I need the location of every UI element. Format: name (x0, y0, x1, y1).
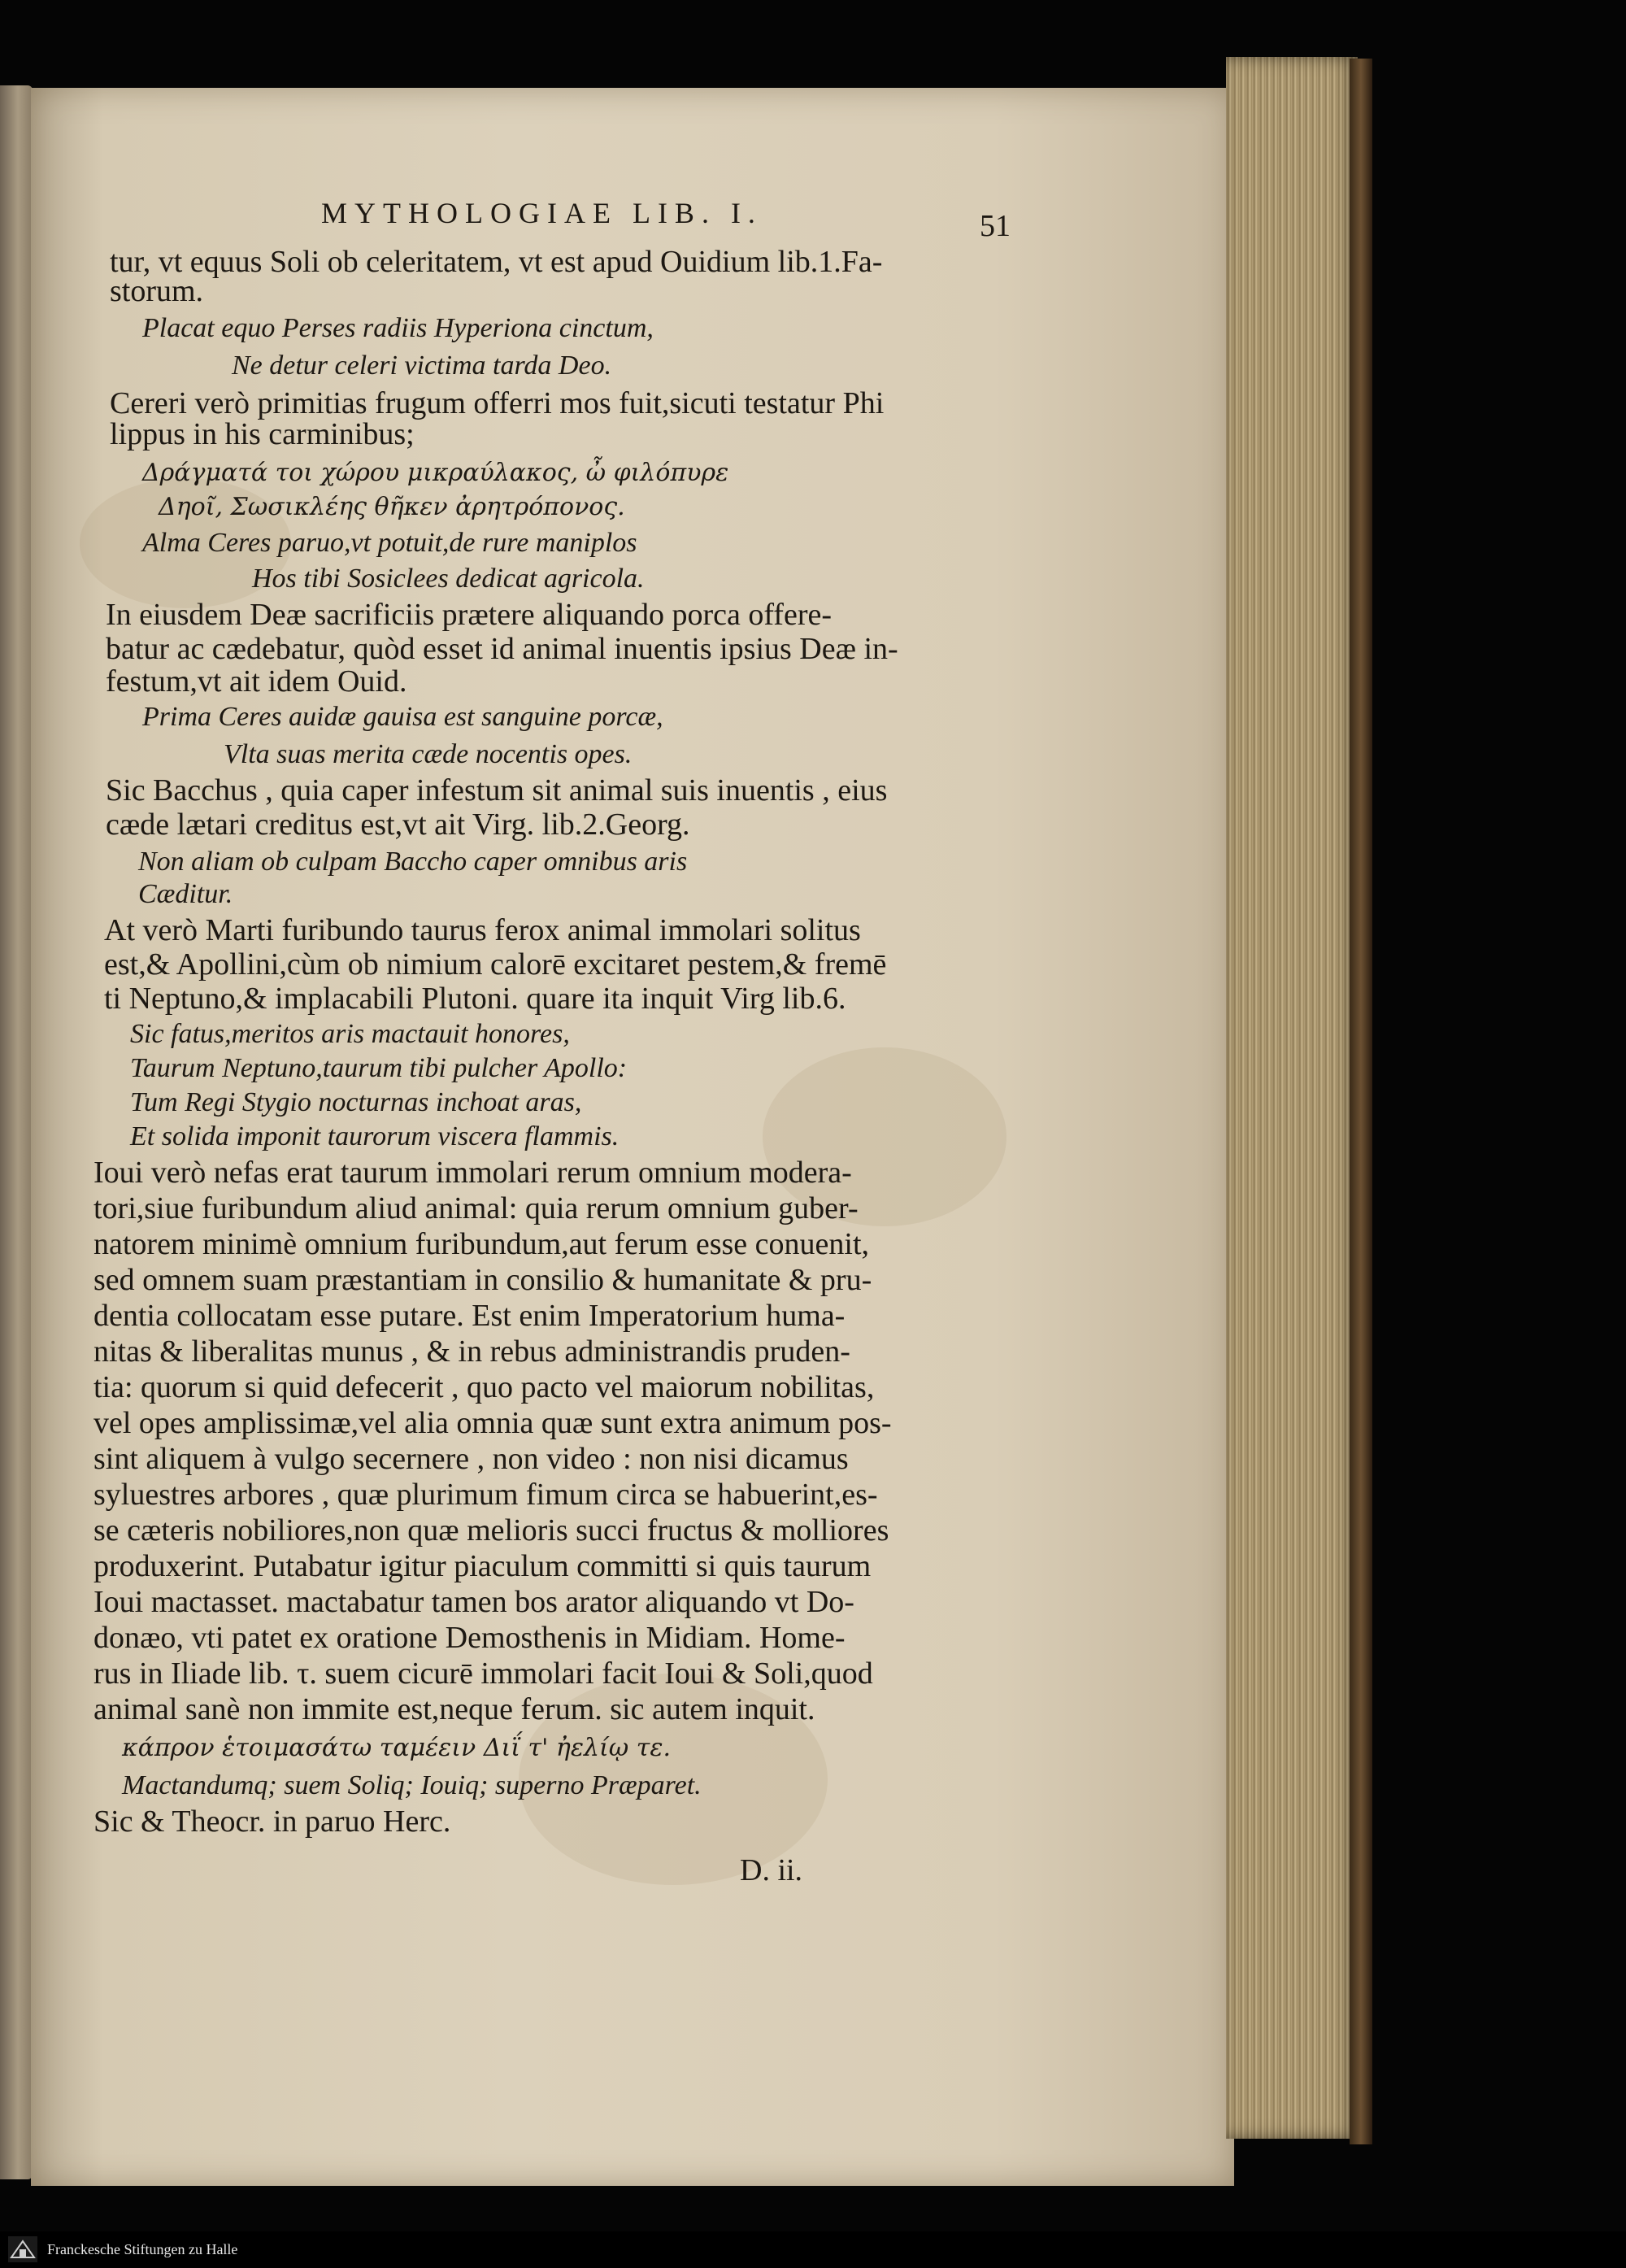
verse-line: Vlta suas merita cæde nocentis opes. (224, 739, 633, 769)
verse-line: Hos tibi Sosiclees dedicat agricola. (252, 564, 645, 594)
text-line: Cereri verò primitias frugum offerri mos fuit,sicuti testatur Phi (110, 386, 885, 420)
page-number: 51 (980, 209, 1011, 243)
signature-mark: D. ii. (740, 1853, 803, 1887)
verse-line: Sic fatus,meritos aris mactauit honores, (130, 1019, 570, 1049)
verse-line: Non aliam ob culpam Baccho caper omnibus aris (138, 847, 688, 877)
text-line: Ioui mactasset. mactabatur tamen bos arator aliquando vt Do- (93, 1585, 854, 1619)
text-line: animal sanè non immite est,neque ferum. sic autem inquit. (93, 1692, 815, 1726)
greek-verse-line: κάπρον ἑτοιμασάτω ταμέειν Διΐ τ' ἠελίῳ τε. (122, 1734, 671, 1762)
text-line: se cæteris nobiliores,non quæ melioris succi fructus & molliores (93, 1513, 889, 1548)
verse-line: Prima Ceres auidæ gauisa est sanguine porcæ, (142, 702, 663, 732)
text-line: batur ac cædebatur, quòd esset id animal inuentis ipsius Deæ in- (106, 632, 898, 666)
text-line: vel opes amplissimæ,vel alia omnia quæ sunt extra animum pos- (93, 1406, 892, 1440)
verse-line: Cæditur. (138, 879, 233, 909)
text-line: At verò Marti furibundo taurus ferox animal immolari solitus (104, 913, 861, 947)
verse-line: Ne detur celeri victima tarda Deo. (232, 350, 612, 381)
text-line: donæo, vti patet ex oratione Demosthenis in Midiam. Home- (93, 1621, 846, 1655)
text-line: lippus in his carminibus; (110, 417, 415, 451)
verse-line: Taurum Neptuno,taurum tibi pulcher Apollo: (130, 1053, 628, 1083)
text-line: tur, vt equus Soli ob celeritatem, vt est apud Ouidium lib.1.Fa- (110, 245, 883, 279)
text-line: natorem minimè omnium furibundum,aut ferum esse conuenit, (93, 1227, 870, 1261)
text-line: cæde lætari creditus est,vt ait Virg. lib.2.Georg. (106, 808, 690, 842)
footer-bar (0, 2231, 1626, 2268)
text-line: produxerint. Putabatur igitur piaculum committi si quis taurum (93, 1549, 872, 1583)
verse-line: Mactandumq; suem Soliq; Iouiq; superno Præparet. (122, 1770, 702, 1800)
text-line: Sic & Theocr. in paruo Herc. (93, 1804, 451, 1839)
verse-line: Placat equo Perses radiis Hyperiona cinctum, (142, 313, 654, 343)
text-line: sed omnem suam præstantiam in consilio & humanitate & pru- (93, 1263, 872, 1297)
text-line: tia: quorum si quid defecerit , quo pacto vel maiorum nobilitas, (93, 1370, 875, 1404)
running-title: MYTHOLOGIAE LIB. I. (321, 197, 763, 229)
text-line: In eiusdem Deæ sacrificiis prætere aliquando porca offere- (106, 598, 832, 632)
verse-line: Alma Ceres paruo,vt potuit,de rure maniplos (142, 528, 637, 558)
text-line: est,& Apollini,cùm ob nimium calorē excitaret pestem,& fremē (104, 947, 887, 982)
verse-line: Tum Regi Stygio nocturnas inchoat aras, (130, 1087, 582, 1117)
text-line: tori,siue furibundum aliud animal: quia rerum omnium guber- (93, 1191, 859, 1225)
text-line: Sic Bacchus , quia caper infestum sit animal suis inuentis , eius (106, 773, 888, 808)
institution-logo-icon (8, 2236, 37, 2262)
text-line: storum. (110, 274, 204, 308)
text-line: sint aliquem à vulgo secernere , non video : non nisi dicamus (93, 1442, 849, 1476)
text-line: rus in Iliade lib. τ. suem cicurē immolari facit Ioui & Soli,quod (93, 1656, 873, 1691)
greek-verse-line: Δράγματά τοι χώρου μικραύλακος, ὦ φιλόπυρε (142, 459, 729, 487)
greek-verse-line: Δηοῖ, Σωσικλέης θῆκεν ἀρητρόπονος. (159, 493, 625, 521)
text-line: syluestres arbores , quæ plurimum fimum circa se habuerint,es- (93, 1478, 878, 1512)
verse-line: Et solida imponit taurorum viscera flammis. (130, 1121, 620, 1151)
text-line: Ioui verò nefas erat taurum immolari rerum omnium modera- (93, 1156, 852, 1190)
text-line: ti Neptuno,& implacabili Plutoni. quare ita inquit Virg lib.6. (104, 982, 846, 1016)
text-line: dentia collocatam esse putare. Est enim Imperatorium huma- (93, 1299, 846, 1333)
text-line: festum,vt ait idem Ouid. (106, 664, 407, 699)
institution-name: Franckesche Stiftungen zu Halle (47, 2241, 238, 2257)
text-line: nitas & liberalitas munus , & in rebus administrandis pruden- (93, 1334, 850, 1369)
